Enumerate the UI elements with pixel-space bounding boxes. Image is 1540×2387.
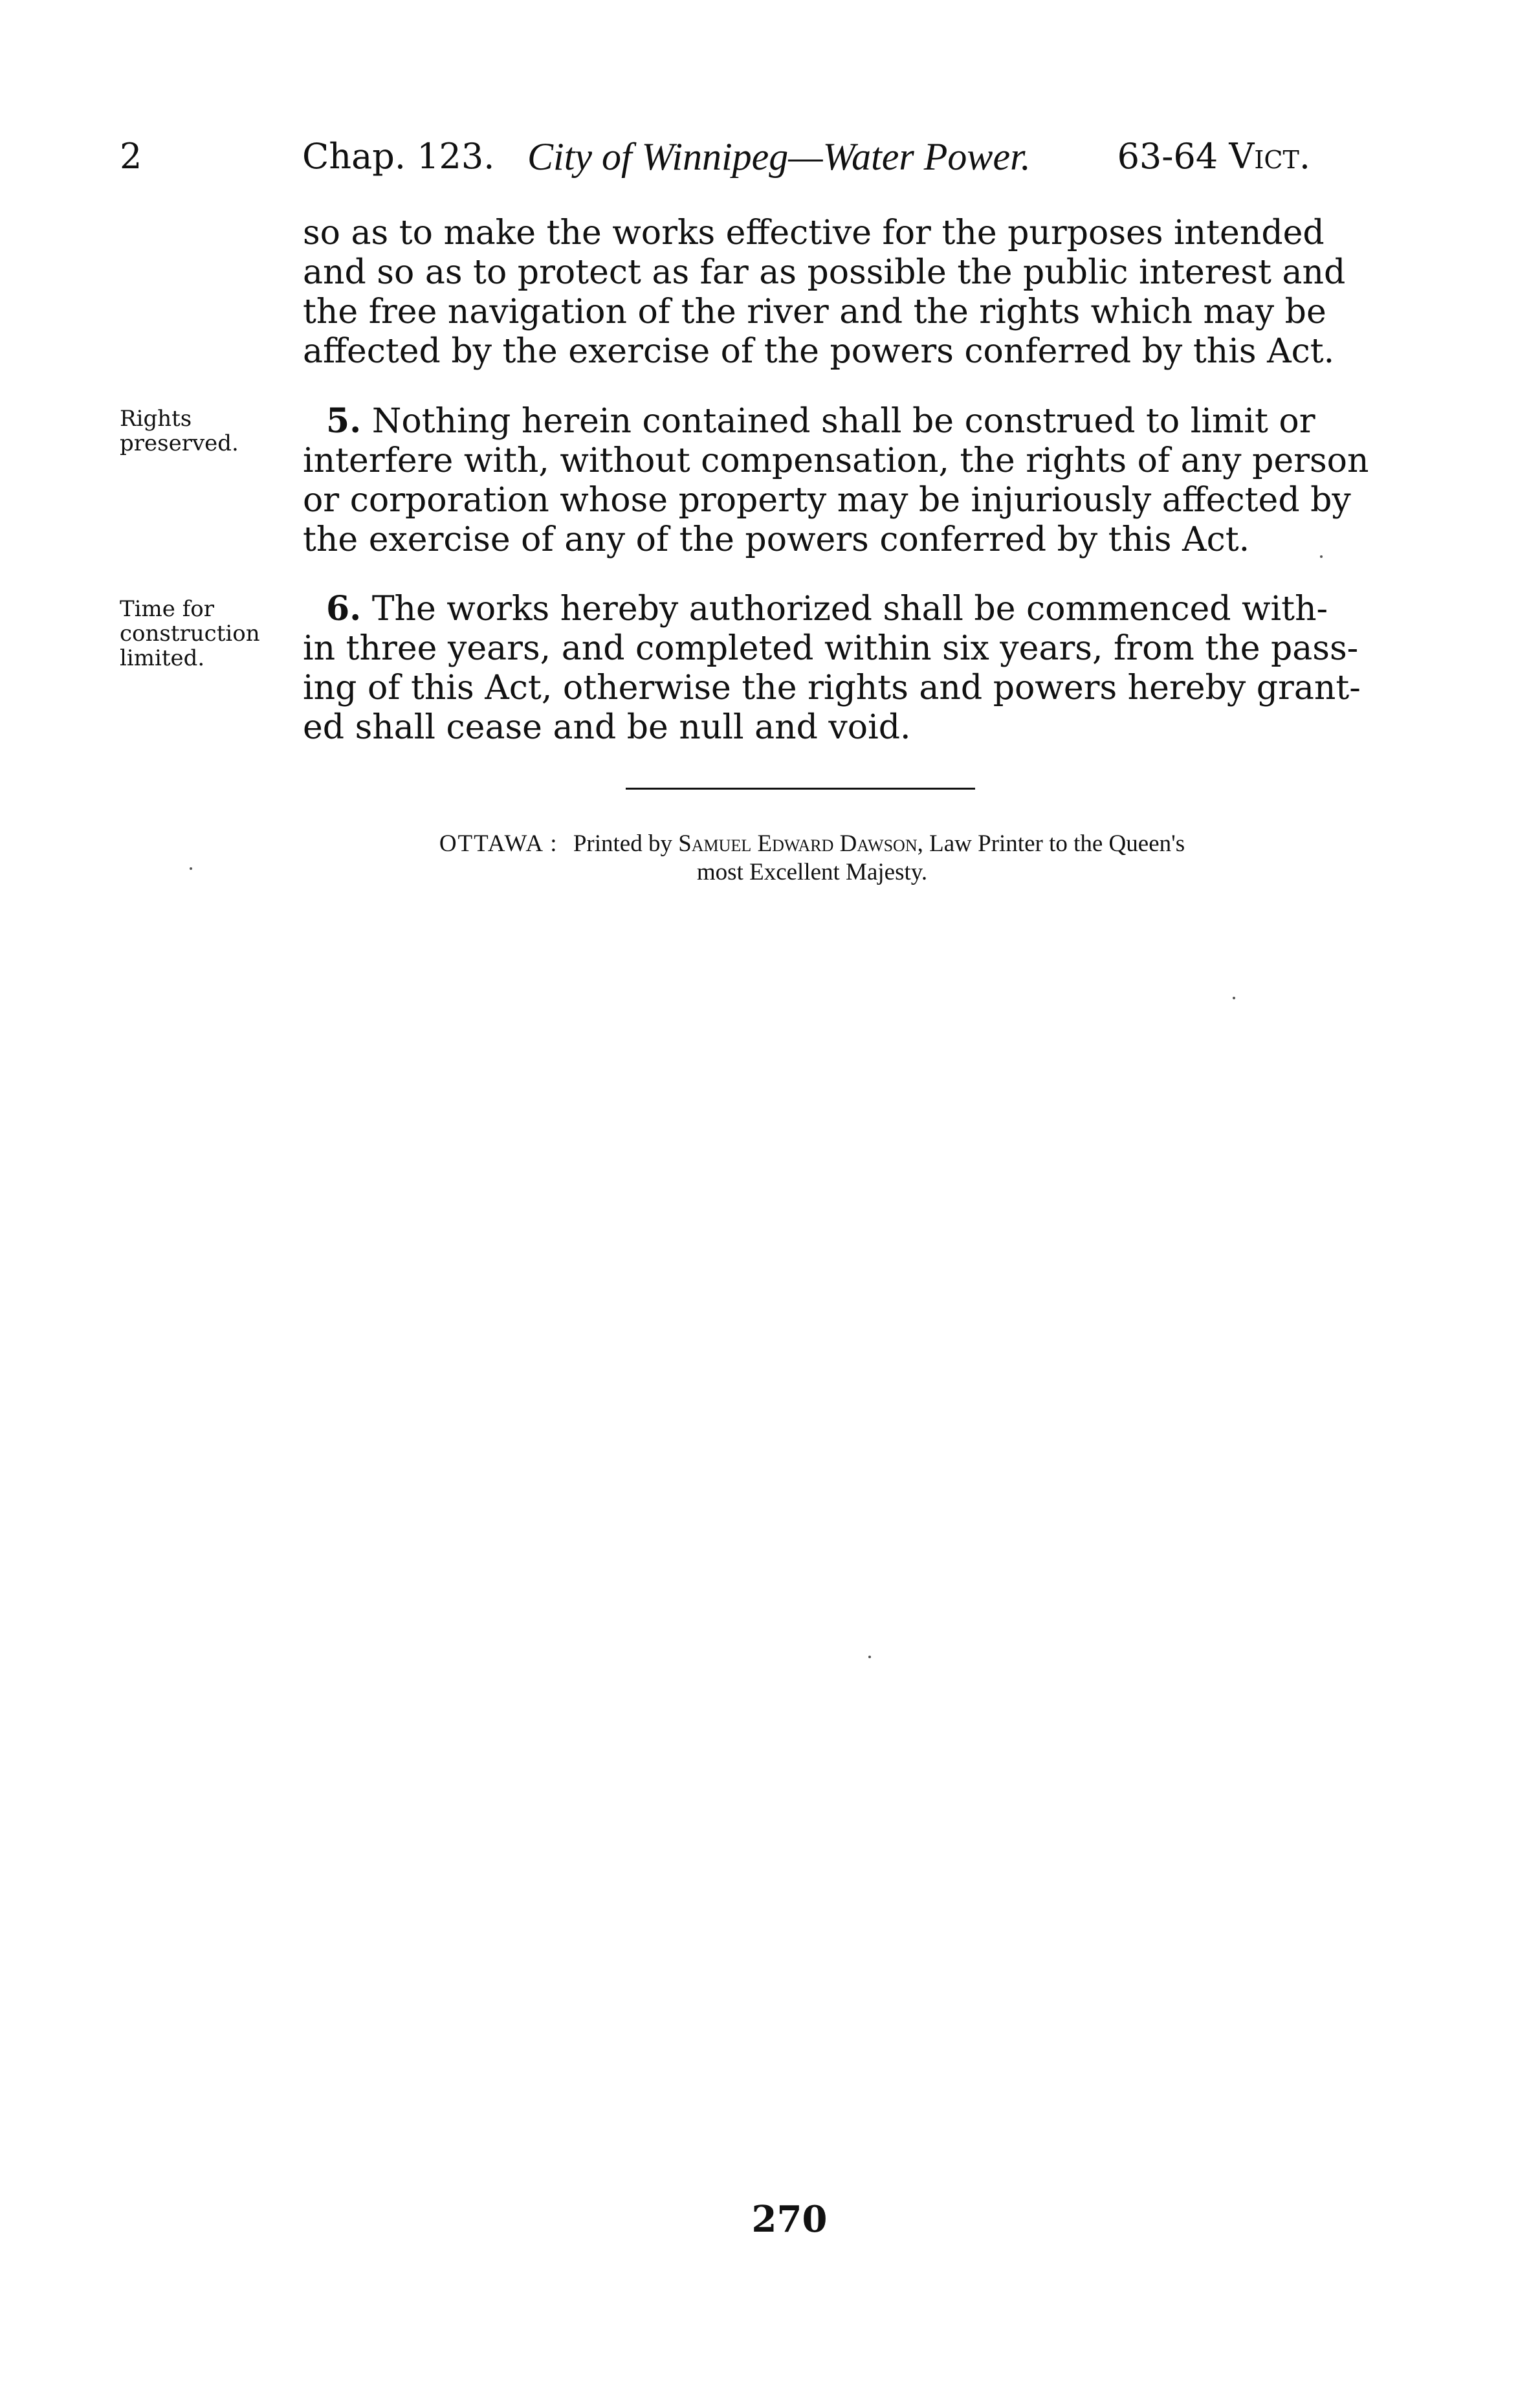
margin-note-line: construction [120, 621, 260, 647]
paper-speck [190, 867, 192, 870]
section-5-line: or corporation whose property may be injuriously affected by [303, 481, 1351, 520]
imprint-printer-name: Samuel Edward Dawson, [678, 830, 923, 857]
regnal-prefix: 63-64 [1117, 136, 1229, 177]
imprint-printed-by: Printed by [573, 830, 672, 857]
horizontal-rule [626, 788, 975, 790]
section-5-line: the exercise of any of the powers conferred by this Act. [303, 520, 1250, 559]
folio-number: 270 [751, 2198, 828, 2241]
margin-note-time-limited [120, 597, 275, 671]
running-header [120, 131, 1310, 183]
margin-note-line: limited. [120, 645, 205, 671]
section-6-line: ed shall cease and be null and void. [303, 708, 911, 747]
section-5-first-line [303, 401, 1315, 441]
paper-speck [1320, 555, 1323, 558]
margin-note-line: preserved. [120, 430, 239, 456]
intro-line: so as to make the works effective for the purposes intended [303, 214, 1325, 252]
intro-paragraph [303, 214, 1346, 372]
section-6-line: ing of this Act, otherwise the rights and powers hereby grant- [303, 669, 1361, 707]
intro-line: and so as to protect as far as possible the public interest and [303, 253, 1346, 292]
section-6-line: in three years, and completed within six years, from the pass- [303, 629, 1359, 668]
margin-note-rights-preserved [120, 406, 275, 456]
page-number: 2 [120, 136, 142, 177]
section-5-line: interfere with, without compensation, the rights of any person [303, 441, 1369, 480]
regnal-word: Vict. [1229, 136, 1310, 177]
section-5-first-text: Nothing herein contained shall be construed to limit or [371, 402, 1315, 441]
intro-line: the free navigation of the river and the rights which may be [303, 293, 1326, 331]
section-5-paragraph [303, 401, 1369, 560]
imprint-printer-title: Law Printer to the Queen's [929, 830, 1185, 857]
margin-note-line: Time for [120, 596, 215, 622]
section-6-first-line [303, 589, 1328, 629]
imprint-line-1 [311, 830, 1314, 858]
section-number: 6. [326, 589, 362, 628]
act-title: City of Winnipeg—Water Power. [527, 135, 1031, 178]
intro-line: affected by the exercise of the powers conferred by this Act. [303, 332, 1335, 371]
section-6-paragraph [303, 589, 1361, 748]
section-6-first-text: The works hereby authorized shall be commenced with- [371, 590, 1328, 628]
printer-imprint [311, 830, 1314, 887]
paper-speck [1233, 997, 1235, 999]
chapter-label: Chap. 123. [302, 136, 495, 177]
regnal-year [1117, 131, 1310, 183]
paper-speck [868, 1656, 871, 1658]
imprint-place: OTTAWA : [439, 830, 558, 857]
margin-note-line: Rights [120, 406, 192, 432]
imprint-line-2: most Excellent Majesty. [696, 859, 928, 885]
section-number: 5. [326, 401, 362, 441]
